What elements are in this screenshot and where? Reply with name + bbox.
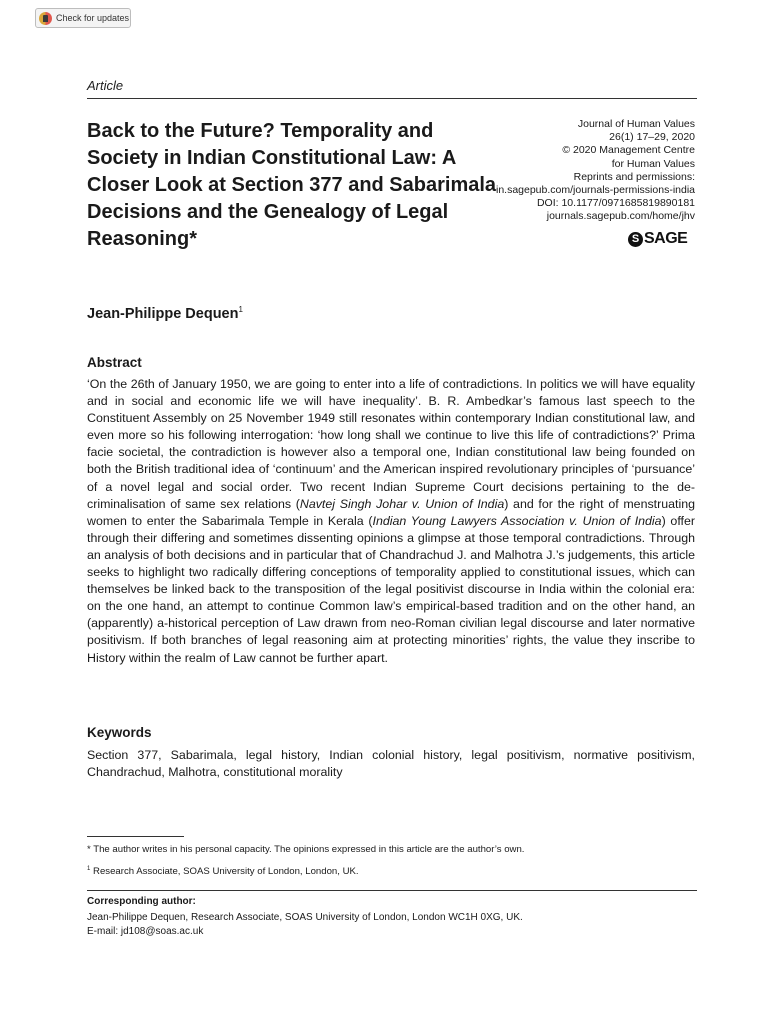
author-affiliation-mark: 1 <box>238 305 243 314</box>
permissions-link[interactable]: in.sagepub.com/journals-permissions-india <box>495 184 695 197</box>
copyright-holder: for Human Values <box>611 157 695 170</box>
author-name <box>87 305 243 322</box>
corresponding-address: Jean-Philippe Dequen, Research Associate, SOAS University of London, London WC1H 0XG, UK. <box>87 912 523 923</box>
article-type-label: Article <box>87 78 124 93</box>
keywords-heading: Keywords <box>87 725 152 740</box>
case-name-iyla: Indian Young Lawyers Association v. Union of India <box>372 513 662 528</box>
check-for-updates-label: Check for updates <box>56 13 130 23</box>
abstract-segment: ) offer through their differing and sometimes dissenting opinions a glimpse at those temporal contradictions. Through an analysis of both decisions and in particular that of Chandrachud J. and Malhotra J.’s judgements, this article seeks to highlight two radically differing conceptions of temporality applied to constitutional issues, which can themselves be linked back to the transposition of the legal positivist discourse in India within the colonial era: on the one hand, an attempt to continue Common law’s empirical-based tradition and on the other hand, an (apparently) a-historical perception of Law drawn from neo-Roman civilian legal discourse and later normative positivism. If both branches of legal reasoning aim at protecting minorities’ rights, the value they inscribe to History within the realm of Law cannot be further apart. <box>87 513 695 665</box>
journal-info <box>470 118 695 224</box>
abstract-segment: ‘On the 26th of January 1950, we are going to enter into a life of contradictions. In politics we will have equality and in social and economic life we will have inequality’. B. R. Ambedkar’s famous last speech to the Constituent Assembly on 25 November 1949 still resonates within contemporary Indian constitutional law, and even more so his following interrogation: ‘how long shall we continue to live this life of contradictions?’ Prima facie societal, the contradiction is however also a temporal one, Indian constitutional law being founded on both the British traditional idea of ‘continuum’ and the American inspired revolutionary principles of ‘pursuance’ of a novel legal and social order. Two recent Indian Supreme Court decisions pertaining to the de-criminalisation of same sex relations ( <box>87 377 695 511</box>
article-title: Back to the Future? Temporality and Society in Indian Constitutional Law: A Closer Look at Section 377 and Sabarimala Decisions and the Genealogy of Legal Reasoning* <box>87 120 497 250</box>
author-name-text: Jean-Philippe Dequen <box>87 306 239 322</box>
sage-logo <box>628 230 687 248</box>
corresponding-heading: Corresponding author: <box>87 896 196 907</box>
sage-logo-text: SAGE <box>644 230 688 247</box>
corresponding-details <box>87 911 523 939</box>
doi-link[interactable]: DOI: 10.1177/0971685819890181 <box>536 197 695 210</box>
abstract-heading: Abstract <box>87 355 142 370</box>
journal-name: Journal of Human Values <box>577 118 695 130</box>
journal-home-link[interactable]: journals.sagepub.com/home/jhv <box>546 210 695 223</box>
footnote-star-mark: * <box>87 844 91 855</box>
abstract-text <box>87 376 695 667</box>
abstract-segment: ) and for the right of menstruating women to enter the Sabarimala Temple in Kerala ( <box>87 496 695 528</box>
crossmark-icon <box>39 12 52 25</box>
copyright-line: © 2020 Management Centre <box>562 144 695 157</box>
footnote-1-text: Research Associate, SOAS University of London, London, UK. <box>93 866 359 877</box>
corresponding-email[interactable]: E-mail: jd108@soas.ac.uk <box>87 926 204 937</box>
check-for-updates-button[interactable] <box>35 8 131 28</box>
footnote-rule <box>87 836 184 837</box>
header-rule <box>87 98 697 99</box>
footnote-1-mark: 1 <box>87 866 91 872</box>
case-name-navtej: Navtej Singh Johar v. Union of India <box>299 496 505 511</box>
reprints-label: Reprints and permissions: <box>573 170 695 183</box>
footnote-star-text: The author writes in his personal capacity. The opinions expressed in this article are the author’s own. <box>93 844 525 855</box>
corresponding-rule <box>87 890 697 891</box>
keywords-text: Section 377, Sabarimala, legal history, Indian colonial history, legal positivism, normative positivism, Chandrachud, Malhotra, constitutional morality <box>87 748 695 780</box>
footnote-star <box>87 844 524 855</box>
footnote-1 <box>87 866 359 877</box>
sage-s-icon: S <box>628 232 643 247</box>
journal-volume: 26(1) 17–29, 2020 <box>609 131 695 144</box>
